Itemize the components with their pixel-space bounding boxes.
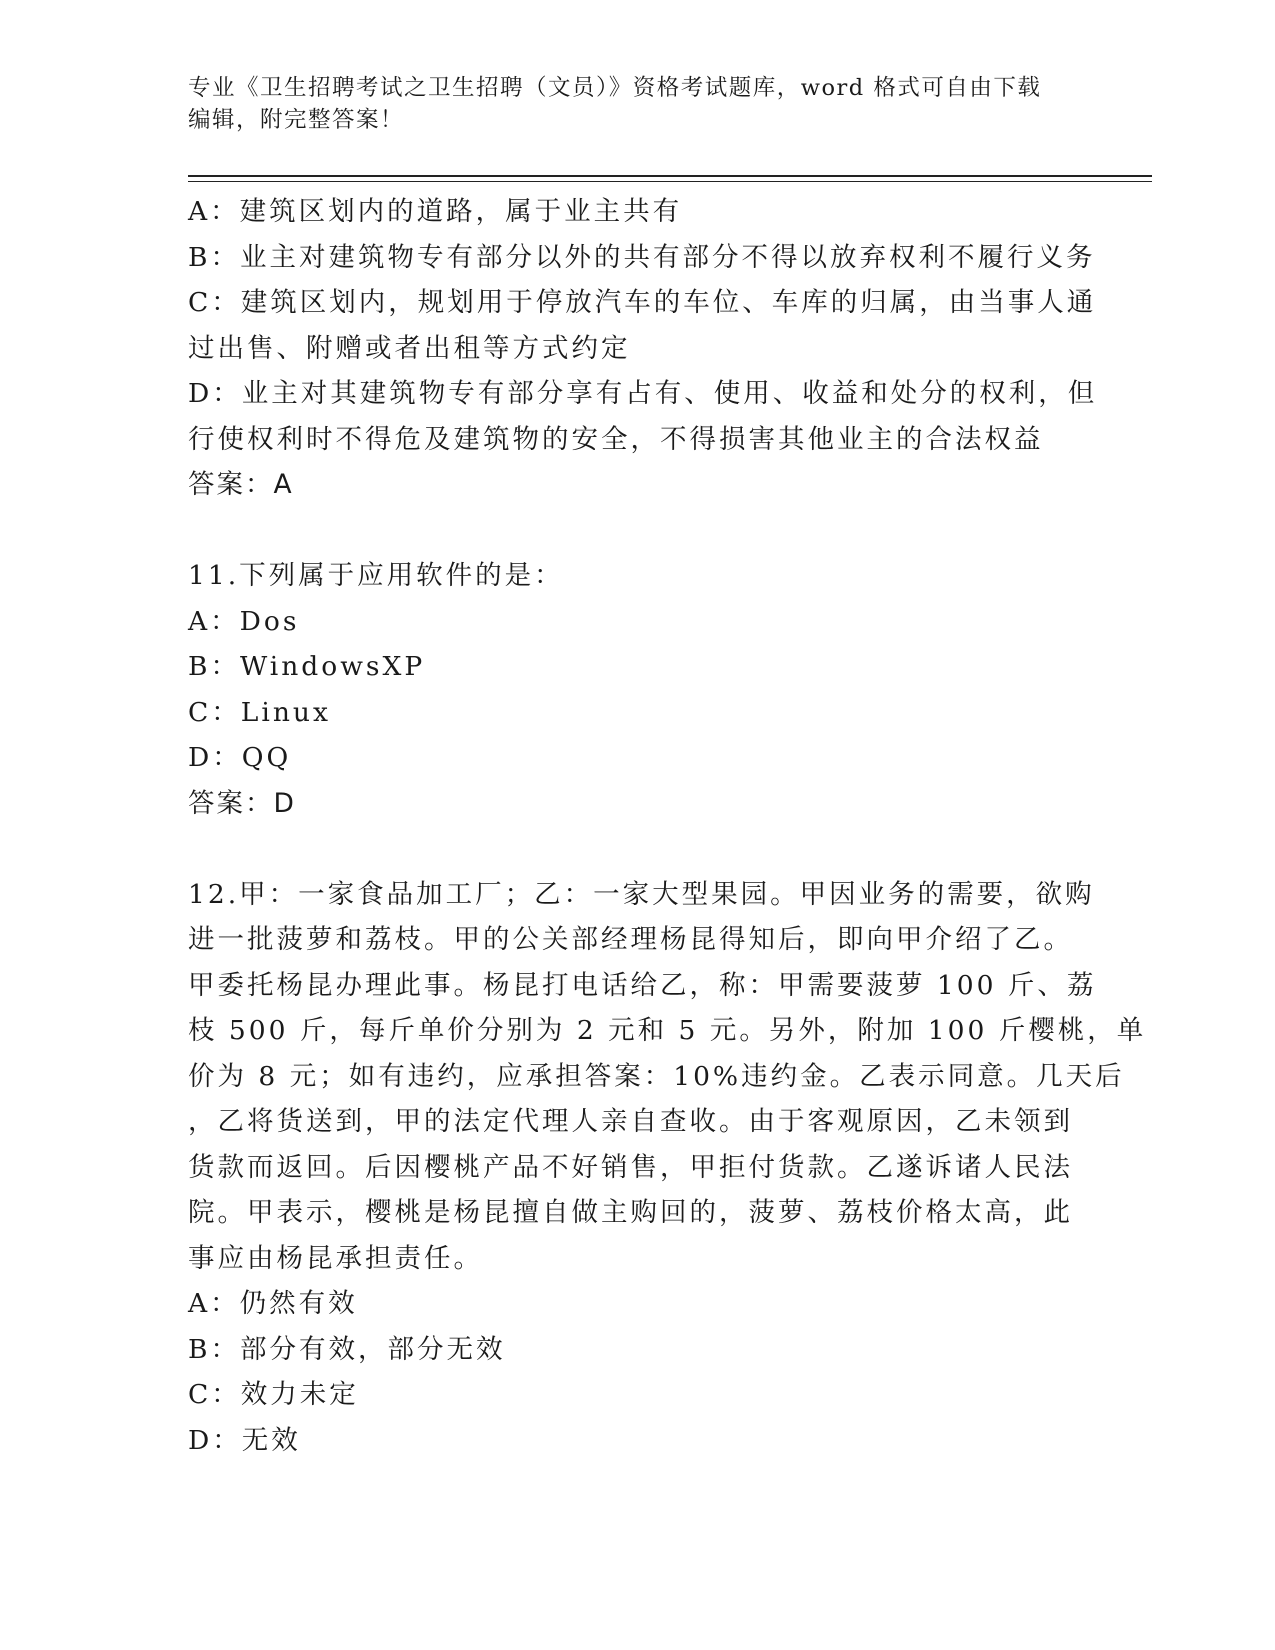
question-11 [188, 553, 1088, 826]
q12-stem-line: 货款而返回。后因樱桃产品不好销售，甲拒付货款。乙遂诉诸人民法 [188, 1151, 1073, 1183]
q12-stem-line: ，乙将货送到，甲的法定代理人亲自查收。由于客观原因，乙未领到 [188, 1106, 1073, 1137]
q11-option-c: C：Linux [188, 696, 331, 728]
q10-option-d-cont: 行使权利时不得危及建筑物的安全，不得损害其他业主的合法权益 [188, 423, 1044, 455]
header-line-2: 编辑，附完整答案！ [188, 107, 405, 133]
q12-stem-line: 12.甲：一家食品加工厂；乙：一家大型果园。甲因业务的需要，欲购 [188, 878, 1095, 910]
q10-option-d: D：业主对其建筑物专有部分享有占有、使用、收益和处分的权利，但 [188, 378, 1098, 409]
question-12 [188, 872, 1147, 1464]
q10-option-c-cont: 过出售、附赠或者出租等方式约定 [188, 332, 631, 364]
q12-stem-line: 院。甲表示，樱桃是杨昆擅自做主购回的，菠萝、荔枝价格太高，此 [188, 1197, 1073, 1228]
header-rule [188, 175, 1152, 177]
q10-option-c: C：建筑区划内，规划用于停放汽车的车位、车库的归属，由当事人通 [188, 287, 1097, 318]
q10-option-a: A：建筑区划内的道路，属于业主共有 [188, 196, 683, 227]
q12-stem-line: 价为 8 元；如有违约，应承担答案：10%违约金。乙表示同意。几天后 [188, 1060, 1125, 1092]
q12-stem-line: 甲委托杨昆办理此事。杨昆打电话给乙，称：甲需要菠萝 100 斤、荔 [188, 969, 1097, 1001]
q12-option-a: A：仍然有效 [188, 1288, 358, 1319]
q10-option-b: B：业主对建筑物专有部分以外的共有部分不得以放弃权利不履行义务 [188, 241, 1096, 273]
q12-option-b: B：部分有效，部分无效 [188, 1333, 506, 1365]
document-body [188, 189, 1147, 1463]
q12-option-d: D：无效 [188, 1424, 301, 1456]
q12-stem-line: 枝 500 斤，每斤单价分别为 2 元和 5 元。另外，附加 100 斤樱桃，单 [188, 1015, 1147, 1046]
q11-answer: 答案：D [188, 787, 296, 819]
q11-option-d: D：QQ [188, 742, 292, 773]
q11-option-a: A：Dos [188, 605, 300, 637]
q12-stem-line: 进一批菠萝和荔枝。甲的公关部经理杨昆得知后，即向甲介绍了乙。 [188, 924, 1073, 955]
page-header [188, 72, 1068, 136]
header-rule-thin [188, 181, 1152, 182]
q10-answer: 答案：A [188, 469, 294, 500]
q12-stem-line: 事应由杨昆承担责任。 [188, 1242, 483, 1274]
q11-option-b: B：WindowsXP [188, 651, 426, 682]
q11-stem: 11.下列属于应用软件的是： [188, 560, 564, 591]
q12-option-c: C：效力未定 [188, 1379, 359, 1410]
header-line-1: 专业《卫生招聘考试之卫生招聘（文员）》资格考试题库，word 格式可自由下载 [188, 75, 1042, 101]
question-10 [188, 189, 1098, 508]
